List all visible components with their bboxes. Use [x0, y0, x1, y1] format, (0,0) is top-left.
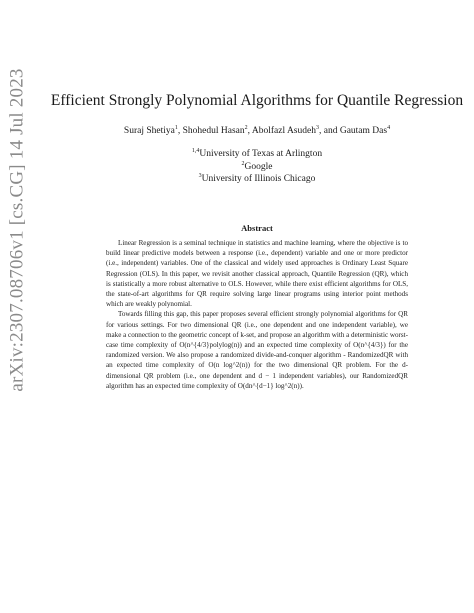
abstract-paragraph: Linear Regression is a seminal technique in statistics and machine learning, where the objective is to build linear predictive models between a response (i.e., dependent) variable and one or more predictor (i.e., independent) variables. One of the classical and widely used approaches is Ordinary Least Square Regression (OLS). In this paper, we revisit another classical approach, Quantile Regression (QR), which is statistically a more robust alternative to OLS. However, while there exist efficient algorithms for OLS, the state-of-art algorithms for QR require solving large linear programs using interior point methods which are weakly polynomial.: [106, 239, 408, 309]
author-name: Abolfazl Asudeh: [251, 126, 316, 136]
author-name: Shohedul Hasan: [182, 126, 245, 136]
author-name: Suraj Shetiya: [123, 126, 175, 136]
author-list: Suraj Shetiya$^1$, Shohedul Hasan$^2$, Abolfazl Asudeh$^3$, and Gautam Das$^4$: [123, 125, 391, 136]
affiliation-name: University of Texas at Arlington: [199, 149, 323, 159]
arxiv-identifier: [3, 20, 33, 440]
affiliation: [40, 173, 474, 186]
author-affiliation-mark: 1: [174, 125, 178, 131]
affiliation-mark: 3: [198, 173, 202, 179]
affiliation: [40, 161, 474, 174]
affiliation-mark: 2: [241, 160, 245, 167]
abstract-paragraph: Towards filling this gap, this paper proposes several efficient strongly polynomial algorithms for QR for various settings. For two dimensional QR (i.e., one dependent and one independent variable), we make a connection to the geometric concept of k-set, and propose an algorithm with a deterministic worst-case time complexity of O(n^{4/3}polylog(n)) and an expected time complexity of O(n^{4/3}) for the randomized version. We also propose a randomized divide-and-conquer algorithm - RandomizedQR with an expected time complexity of O(n log^2(n)) for the two dimensional QR problem. For the d-dimensional QR problem (i.e., one dependent and d − 1 independent variables), our RandomizedQR algorithm has an expected time complexity of O(dn^{d−1} log^2(n)).: [106, 310, 408, 390]
author-affiliation-mark: 3: [315, 125, 319, 131]
affiliation-name: Google: [244, 161, 273, 172]
abstract-body: [106, 238, 408, 391]
author-separator: , and: [318, 126, 340, 136]
affiliation-list: [40, 148, 474, 186]
author-name: Gautam Das: [339, 126, 388, 136]
arxiv-identifier-text: arXiv:2307.08706v1 [cs.CG] 14 Jul 2023: [7, 68, 28, 392]
author-affiliation-mark: 4: [387, 125, 391, 131]
author-affiliation-mark: 2: [244, 125, 248, 131]
affiliation: [40, 148, 474, 161]
affiliation-name: University of Illinois Chicago: [201, 174, 316, 184]
paper-title: Efficient Strongly Polynomial Algorithms for Quantile Regression: [50, 92, 464, 109]
abstract-heading: Abstract: [241, 223, 273, 233]
affiliation-mark: 1,4: [191, 148, 200, 154]
